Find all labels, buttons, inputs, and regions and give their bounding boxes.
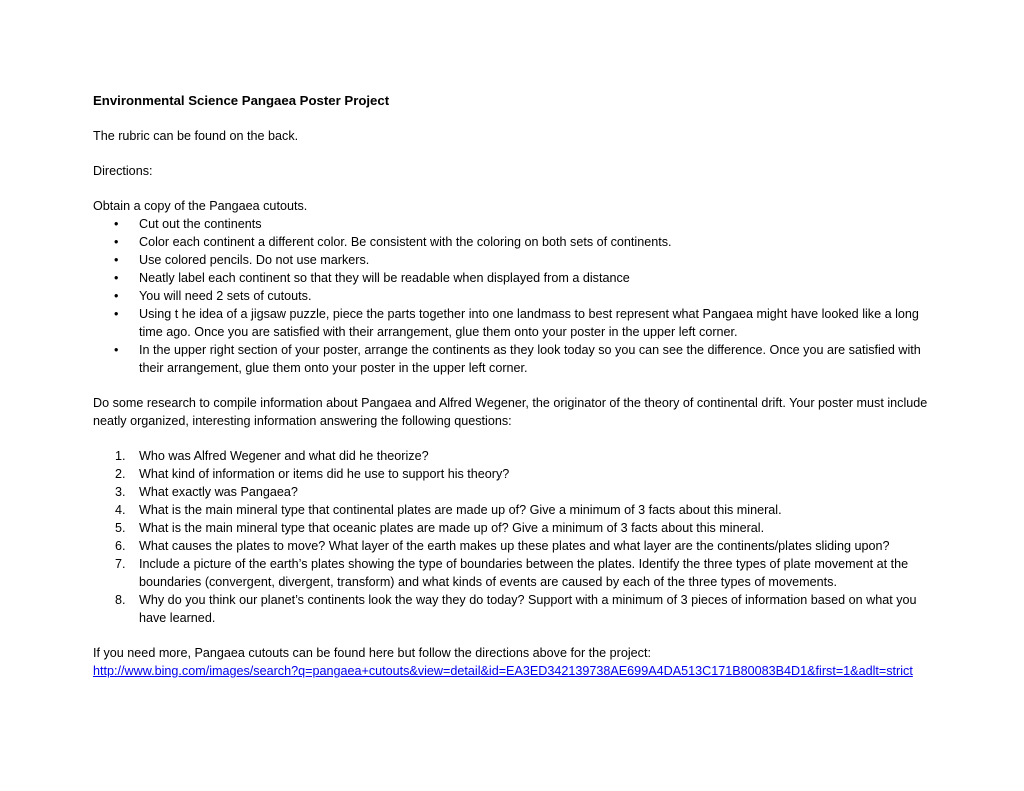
question-text: What kind of information or items did he use to support his theory?	[139, 467, 510, 481]
question-number: 6.	[115, 539, 126, 553]
question-number: 2.	[115, 467, 126, 481]
question-number: 5.	[115, 521, 126, 535]
question-item	[93, 447, 938, 465]
question-item	[93, 465, 938, 483]
bullet-icon: •	[114, 235, 119, 249]
question-number: 7.	[115, 557, 126, 571]
bullet-text: Using t he idea of a jigsaw puzzle, piece the parts together into one landmass to best represent what Pangaea might have looked like a long time ago. Once you are satisfied with their arrangement, glue them onto your poster in the upper left corner.	[139, 307, 919, 339]
bullet-text: In the upper right section of your poster, arrange the continents as they look today so you can see the difference. Once you are satisfied with their arrangement, glue them onto your poster in the upper left corner.	[139, 343, 921, 375]
question-text: What causes the plates to move? What layer of the earth makes up these plates and what layer are the continents/plates sliding upon?	[139, 539, 890, 553]
bullet-item	[93, 215, 938, 233]
bullet-icon: •	[114, 271, 119, 285]
document-body	[93, 92, 938, 680]
question-number: 1.	[115, 449, 126, 463]
question-text: Who was Alfred Wegener and what did he theorize?	[139, 449, 429, 463]
question-item	[93, 555, 938, 591]
question-item	[93, 483, 938, 501]
bullet-icon: •	[114, 217, 119, 231]
cutouts-link[interactable]: http://www.bing.com/images/search?q=pangaea+cutouts&view=detail&id=EA3ED342139738AE699A4DA513C171B80083B4D1&first=1&adlt=strict	[93, 664, 913, 678]
bullet-item	[93, 341, 938, 377]
question-text: What exactly was Pangaea?	[139, 485, 298, 499]
questions-list	[93, 447, 938, 627]
directions-bullet-list	[93, 215, 938, 377]
bullet-icon: •	[114, 289, 119, 303]
question-text: What is the main mineral type that continental plates are made up of? Give a minimum of 3 facts about this mineral.	[139, 503, 782, 517]
question-item	[93, 591, 938, 627]
bullet-icon: •	[114, 307, 119, 321]
bullet-icon: •	[114, 343, 119, 357]
bullet-item	[93, 251, 938, 269]
bullet-text: Cut out the continents	[139, 217, 262, 231]
bullet-item	[93, 269, 938, 287]
more-cutouts-text: If you need more, Pangaea cutouts can be found here but follow the directions above for the project:	[93, 646, 651, 660]
question-item	[93, 519, 938, 537]
question-number: 3.	[115, 485, 126, 499]
question-number: 4.	[115, 503, 126, 517]
question-text: What is the main mineral type that oceanic plates are made up of? Give a minimum of 3 facts about this mineral.	[139, 521, 765, 535]
bullet-text: Use colored pencils. Do not use markers.	[139, 253, 370, 267]
bullet-item	[93, 233, 938, 251]
question-text: Include a picture of the earth’s plates showing the type of boundaries between the plates. Identify the three types of plate movement at the boundaries (convergent, divergent, transform) and what kinds of events are caused by each of the three types of movements.	[139, 557, 909, 589]
directions-label: Directions:	[93, 164, 153, 178]
question-item	[93, 501, 938, 519]
bullet-text: Neatly label each continent so that they will be readable when displayed from a distance	[139, 271, 630, 285]
question-text: Why do you think our planet’s continents look the way they do today? Support with a minimum of 3 pieces of information based on what you have learned.	[139, 593, 917, 625]
bullet-icon: •	[114, 253, 119, 267]
bullet-text: Color each continent a different color. Be consistent with the coloring on both sets of continents.	[139, 235, 672, 249]
question-item	[93, 537, 938, 555]
rubric-note: The rubric can be found on the back.	[93, 129, 299, 143]
research-text: Do some research to compile information about Pangaea and Alfred Wegener, the originator of the theory of continental drift. Your poster must include neatly organized, interesting information answering the following questions:	[93, 396, 928, 428]
question-number: 8.	[115, 593, 126, 607]
bullet-item	[93, 287, 938, 305]
bullet-text: You will need 2 sets of cutouts.	[139, 289, 312, 303]
obtain-text: Obtain a copy of the Pangaea cutouts.	[93, 199, 308, 213]
bullet-item	[93, 305, 938, 341]
page-title: Environmental Science Pangaea Poster Project	[93, 93, 390, 108]
